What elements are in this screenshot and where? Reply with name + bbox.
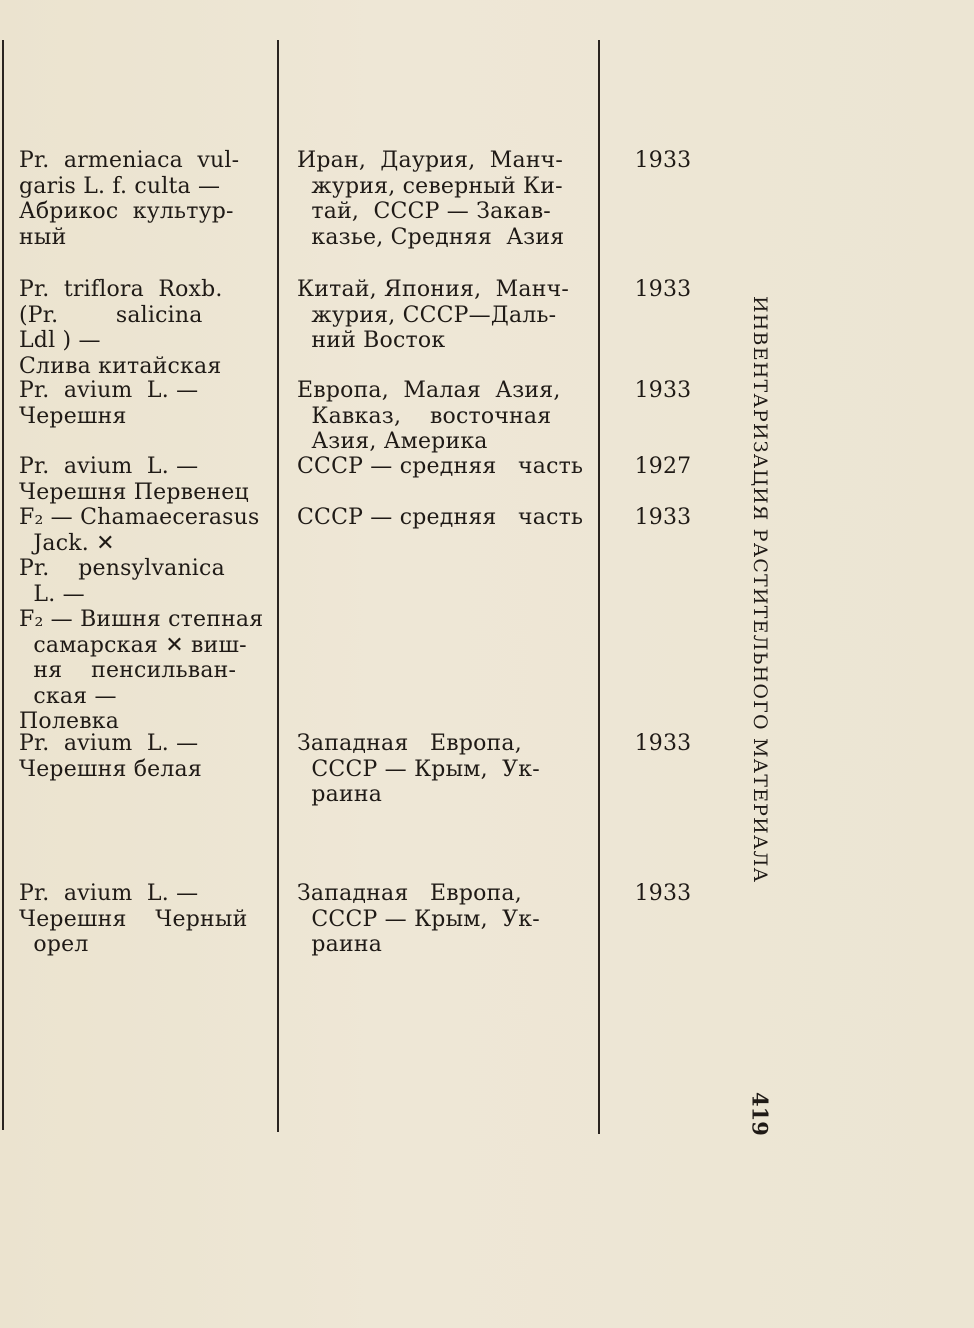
year-cell: 1933: [634, 277, 692, 302]
origin-cell: Китай, Япония, Манч- журия, СССР—Даль- ний Восток: [297, 277, 569, 353]
species-name-cell: Pr. avium L. — Черешня: [19, 378, 199, 429]
origin-cell: Иран, Даурия, Манч- журия, северный Ки- тай, СССР — Закав- казье, Средняя Азия: [297, 148, 565, 250]
year-cell: 1933: [634, 881, 692, 906]
species-name-cell: Pr. avium L. — Черешня белая: [19, 731, 202, 782]
species-name-cell: F₂ — Chamaecerasus Jack. ✕ Pr. pensylvanica L. — F₂ — Вишня степная самарская ✕ виш- ня пенсильван- ская — Полевка: [19, 505, 264, 734]
origin-cell: Западная Европа, СССР — Крым, Ук- раина: [297, 731, 540, 807]
middle-column-rule: [277, 40, 279, 1132]
species-name-cell: Pr. triflora Roxb. (Pr. salicina Ldl ) — Слива китайская: [19, 277, 223, 379]
species-name-cell: Pr. avium L. — Черешня Первенец: [19, 454, 249, 505]
year-cell: 1933: [634, 378, 692, 403]
left-column-rule: [2, 40, 4, 1130]
running-head-text: ИНВЕНТАРИЗАЦИЯ РАСТИТЕЛЬНОГО МАТЕРИАЛА: [749, 296, 771, 884]
running-head: [745, 270, 775, 910]
page-number-text: 419: [747, 1092, 773, 1136]
origin-cell: СССР — средняя часть: [297, 505, 584, 530]
origin-cell: Европа, Малая Азия, Кавказ, восточная Азия, Америка: [297, 378, 561, 454]
year-cell: 1933: [634, 505, 692, 530]
species-name-cell: Pr. avium L. — Черешня Черный орел: [19, 881, 248, 957]
page-number: [745, 1092, 775, 1136]
right-column-rule: [598, 40, 600, 1134]
year-cell: 1927: [634, 454, 692, 479]
year-cell: 1933: [634, 148, 692, 173]
species-name-cell: Pr. armeniaca vul- garis L. f. culta — Абрикос культур- ный: [19, 148, 240, 250]
origin-cell: СССР — средняя часть: [297, 454, 584, 479]
year-cell: 1933: [634, 731, 692, 756]
origin-cell: Западная Европа, СССР — Крым, Ук- раина: [297, 881, 540, 957]
